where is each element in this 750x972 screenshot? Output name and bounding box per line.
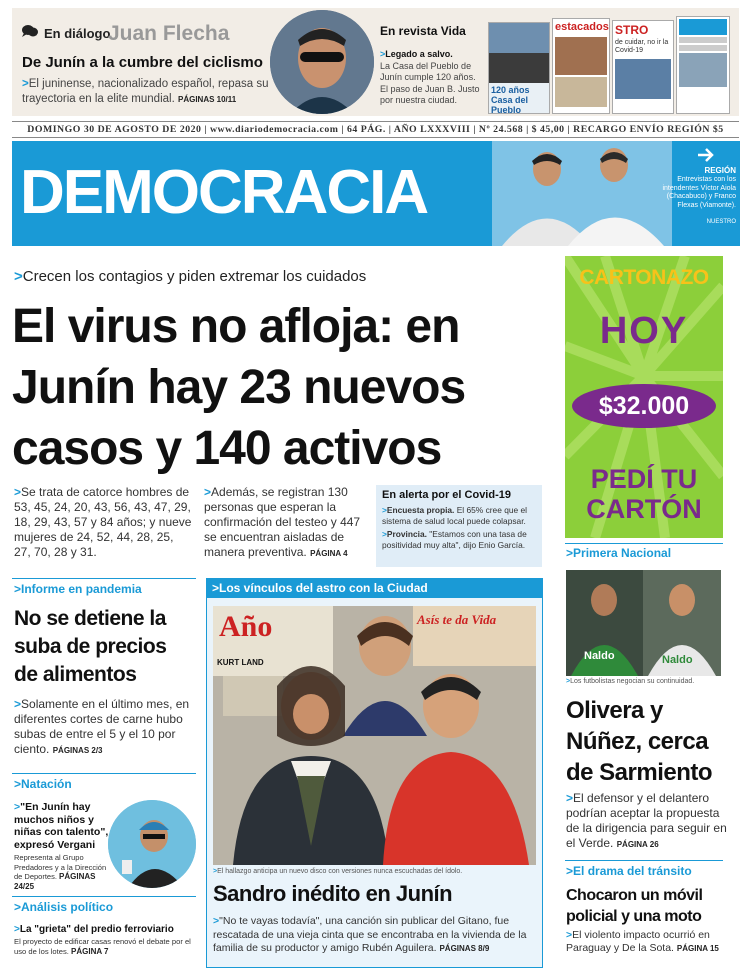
analisis-rule [12,896,196,897]
dateline-rule-top [12,121,739,122]
covid-alert-box[interactable] [376,485,542,567]
informe-text: >Solamente en el último mes, en diferentes cortes de carne hubo subas de entre el 5 y el 10 por ciento. PÁGINAS 2/3 [14,697,190,756]
region-label: REGIÓN [704,166,736,175]
dateline: DOMINGO 30 DE AGOSTO DE 2020 | www.diariodemocracia.com | 64 PÁG. | AÑO LXXXVIII | Nº 24.568 | $ 45,00 | RECARGO ENVÍO REGIÓN $5 [27,124,724,135]
lead-column-2: >Además, se registran 130 personas que esperan la confirmación del testeo y 447 se encuentran aisladas de manera preventiva. PÁGINA 4 [204,485,361,559]
natacion-kicker: >Natación [14,777,72,791]
photo-sign-1: Año [219,610,273,643]
sandro-text: >"No te vayas todavía", una canción sin publicar del Gitano, fue rescatada de una vieja cinta que se encontraba en la vivienda de la familia de su productor y amigo Rubén Aguilera. PÁGINAS 8/9 [213,915,527,954]
covid-alert-item-1: >Encuesta propia. El 65% cree que el sistema de salud local puede colapsar. [382,505,528,526]
magazine-cover-3: STRO de cuidar, no ir la Covid-19 [612,20,674,114]
informe-rule [12,578,196,579]
lead-headline[interactable]: El virus no afloja: en Junín hay 23 nuevos casos y 140 activos [12,300,466,475]
transito-rule [565,860,723,861]
photo-sign-3: KURT LAND [217,658,264,667]
juan-flecha-photo [270,10,374,114]
lead-kicker: >Crecen los contagios y piden extremar los cuidados [14,268,367,285]
region-text[interactable]: Entrevistas con los intendentes Víctor Aiola (Chacabuco) y Franco Flexas (Viamonte). [662,176,736,209]
natacion-rule [12,773,196,774]
vida-teaser[interactable]: >Legado a salvo. La Casa del Pueblo de Junín cumple 120 años. El paso de Juan B. Justo por nuestra ciudad. [380,49,480,105]
dateline-rule-bottom [12,137,739,138]
transito-text: >El violento impacto ocurrió en Paraguay y De la Sota. PÁGINA 15 [566,929,719,954]
primera-kicker: >Primera Nacional [566,546,672,560]
swimmer-photo [108,800,196,888]
sandro-headline[interactable]: Sandro inédito en Junín [213,881,453,906]
transito-headline[interactable]: Chocaron un móvil policial y una moto [566,887,703,925]
photo-sign-2: Asís te da Vida [417,612,497,627]
sandro-caption: >El hallazgo anticipa un nuevo disco con versiones nunca escuchadas del ídolo. [213,868,463,875]
analisis-text: El proyecto de edificar casas renovó el debate por el uso de los lotes. PÁGINA 7 [14,937,191,956]
speech-bubbles-icon [22,24,38,38]
analisis-headline[interactable]: >La "grieta" del predio ferroviario [14,924,174,935]
magazine-cover-1: 120 años Casa del Pueblo [488,22,550,114]
masthead-logo[interactable]: DEMOCRACIA [20,158,428,227]
sandro-kicker: >Los vínculos del astro con la Ciudad [212,581,428,595]
region-photo [492,141,672,246]
ad-cta: PEDÍ TU CARTÓN [586,464,702,524]
ad-brand: CARTONAZO [579,266,709,289]
sandro-photo [213,606,536,865]
informe-headline[interactable]: No se detiene la suba de precios de alimentos [14,607,167,686]
informe-kicker: >Informe en pandemia [14,582,142,596]
primera-caption: >Los futbolistas negocian su continuidad. [566,678,695,685]
transito-kicker: >El drama del tránsito [566,864,692,878]
dialog-headline[interactable]: De Junín a la cumbre del ciclismo [22,54,263,71]
magazine-cover-4 [676,16,730,114]
arrow-right-icon [696,147,716,163]
region-credit: NUESTRO [706,219,736,225]
shirt-sponsor-1: Naldo [584,650,615,662]
covid-alert-item-2: >Provincia. "Estamos con una tasa de positividad muy alta", dijo Enio García. [382,529,527,550]
cartonazo-ad[interactable] [565,256,723,538]
ad-prize: $32.000 [598,392,690,420]
lead-column-1: >Se trata de catorce hombres de 53, 45, 24, 20, 43, 56, 43, 47, 29, 18, 29, 43, 57 y 84 años; y nueve mujeres de 24, 52, 44, 28, 25, 27, 70, 28 y 31. [14,485,192,559]
natacion-headline[interactable]: >"En Junín hay muchos niños y niñas con talento", expresó Vergani [14,801,109,851]
primera-text: >El defensor y el delantero podrían aceptar la propuesta de la dirigencia para seguir en el Verde. PÁGINA 26 [566,791,727,850]
ad-today: HOY [599,310,689,352]
dialog-summary: >El juninense, nacionalizado español, repasa su trayectoria en la elite mundial. PÁGINAS 10/11 [22,78,269,105]
natacion-text: Representa al Grupo Predadores y a la Dirección de Deportes. PÁGINAS 24/25 [14,853,107,891]
analisis-kicker: >Análisis político [14,900,114,914]
magazine-cover-2: estacados [552,18,610,114]
dialog-label: En diálogo [44,26,111,41]
shirt-sponsor-2: Naldo [662,654,693,666]
vida-label: En revista Vida [380,24,466,38]
footballers-photo [566,570,721,676]
dialog-name: Juan Flecha [108,22,230,45]
primera-headline[interactable]: Olivera y Núñez, cerca de Sarmiento [566,697,713,786]
primera-rule [565,543,723,544]
covid-alert-title: En alerta por el Covid-19 [382,489,511,501]
magazine-covers [488,16,738,114]
